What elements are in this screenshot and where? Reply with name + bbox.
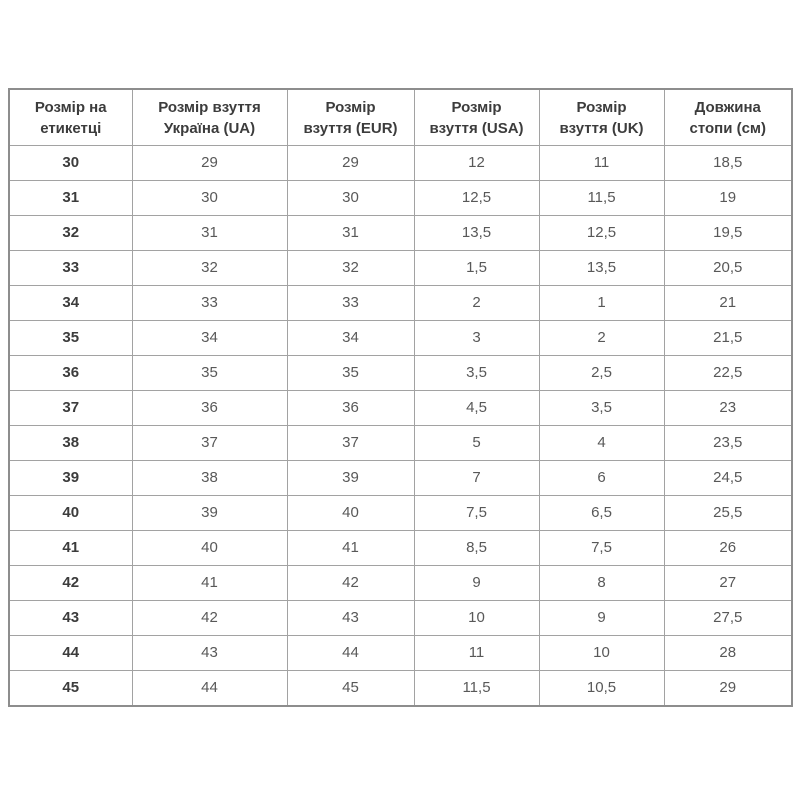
cell-label-size: 31 — [9, 181, 132, 216]
table-row — [9, 426, 792, 461]
table-cell-foot_length: 29 — [664, 671, 792, 707]
cell-label-size: 43 — [9, 601, 132, 636]
table-cell-foot_length: 19 — [664, 181, 792, 216]
cell-label-size: 30 — [9, 146, 132, 181]
cell-label-size: 38 — [9, 426, 132, 461]
table-cell-usa: 4,5 — [414, 391, 539, 426]
table-cell-uk: 11,5 — [539, 181, 664, 216]
table-cell-foot_length: 22,5 — [664, 356, 792, 391]
table-cell-eur: 44 — [287, 636, 414, 671]
table-cell-ua: 32 — [132, 251, 287, 286]
table-cell-ua: 33 — [132, 286, 287, 321]
column-header-line: Розмір — [576, 98, 627, 116]
table-cell-usa: 9 — [414, 566, 539, 601]
column-header-line: взуття (UK) — [559, 119, 644, 137]
table-cell-uk: 13,5 — [539, 251, 664, 286]
table-cell-foot_length: 21,5 — [664, 321, 792, 356]
column-header-line: Розмір — [451, 98, 502, 116]
table-cell-usa: 7,5 — [414, 496, 539, 531]
column-header-usa — [414, 89, 539, 146]
table-cell-eur: 35 — [287, 356, 414, 391]
table-cell-ua: 40 — [132, 531, 287, 566]
cell-label-size: 37 — [9, 391, 132, 426]
table-cell-usa: 11 — [414, 636, 539, 671]
table-cell-usa: 3,5 — [414, 356, 539, 391]
table-row — [9, 356, 792, 391]
table-cell-eur: 30 — [287, 181, 414, 216]
table-cell-uk: 6 — [539, 461, 664, 496]
column-header-line: етикетці — [40, 119, 102, 137]
table-cell-foot_length: 21 — [664, 286, 792, 321]
table-cell-ua: 37 — [132, 426, 287, 461]
table-cell-uk: 10,5 — [539, 671, 664, 707]
cell-label-size: 36 — [9, 356, 132, 391]
table-cell-eur: 29 — [287, 146, 414, 181]
table-cell-foot_length: 25,5 — [664, 496, 792, 531]
table-cell-usa: 7 — [414, 461, 539, 496]
table-cell-usa: 1,5 — [414, 251, 539, 286]
table-cell-eur: 37 — [287, 426, 414, 461]
table-row — [9, 216, 792, 251]
table-cell-eur: 34 — [287, 321, 414, 356]
column-header-line: взуття (EUR) — [303, 119, 398, 137]
cell-label-size: 33 — [9, 251, 132, 286]
table-cell-ua: 41 — [132, 566, 287, 601]
table-cell-ua: 34 — [132, 321, 287, 356]
table-row — [9, 566, 792, 601]
table-cell-usa: 11,5 — [414, 671, 539, 707]
table-cell-uk: 7,5 — [539, 531, 664, 566]
shoe-size-conversion-table — [8, 88, 793, 707]
table-cell-usa: 12,5 — [414, 181, 539, 216]
table-cell-ua: 39 — [132, 496, 287, 531]
table-header — [9, 89, 792, 146]
table-cell-foot_length: 27,5 — [664, 601, 792, 636]
table-cell-eur: 42 — [287, 566, 414, 601]
table-cell-uk: 2 — [539, 321, 664, 356]
cell-label-size: 34 — [9, 286, 132, 321]
table-cell-uk: 10 — [539, 636, 664, 671]
column-header-line: Довжина — [694, 98, 761, 116]
table-row — [9, 321, 792, 356]
table-cell-uk: 11 — [539, 146, 664, 181]
column-header-line: Розмір взуття — [158, 98, 261, 116]
table-cell-foot_length: 18,5 — [664, 146, 792, 181]
table-row — [9, 601, 792, 636]
table-body — [9, 146, 792, 707]
table-cell-eur: 33 — [287, 286, 414, 321]
cell-label-size: 42 — [9, 566, 132, 601]
table-row — [9, 391, 792, 426]
table-cell-eur: 41 — [287, 531, 414, 566]
column-header-line: стопи (см) — [689, 119, 767, 137]
column-header-line: Розмір — [325, 98, 376, 116]
table-cell-eur: 43 — [287, 601, 414, 636]
column-header-line: Україна (UA) — [163, 119, 256, 137]
table-cell-usa: 2 — [414, 286, 539, 321]
table-row — [9, 286, 792, 321]
column-header-eur — [287, 89, 414, 146]
table-row — [9, 671, 792, 707]
table-cell-ua: 43 — [132, 636, 287, 671]
table-cell-uk: 12,5 — [539, 216, 664, 251]
table-cell-eur: 39 — [287, 461, 414, 496]
column-header-line: Розмір на — [34, 98, 107, 116]
cell-label-size: 44 — [9, 636, 132, 671]
table-cell-foot_length: 28 — [664, 636, 792, 671]
table-cell-usa: 13,5 — [414, 216, 539, 251]
table-cell-eur: 45 — [287, 671, 414, 707]
cell-label-size: 40 — [9, 496, 132, 531]
table-row — [9, 531, 792, 566]
table-cell-usa: 10 — [414, 601, 539, 636]
table-cell-ua: 42 — [132, 601, 287, 636]
table-cell-uk: 3,5 — [539, 391, 664, 426]
cell-label-size: 39 — [9, 461, 132, 496]
table-cell-foot_length: 26 — [664, 531, 792, 566]
table-row — [9, 181, 792, 216]
table-cell-uk: 1 — [539, 286, 664, 321]
table-cell-foot_length: 23,5 — [664, 426, 792, 461]
table-cell-uk: 9 — [539, 601, 664, 636]
table-cell-ua: 30 — [132, 181, 287, 216]
table-row — [9, 496, 792, 531]
table-cell-foot_length: 19,5 — [664, 216, 792, 251]
column-header-foot_length — [664, 89, 792, 146]
table-cell-ua: 38 — [132, 461, 287, 496]
table-cell-ua: 44 — [132, 671, 287, 707]
table-cell-uk: 4 — [539, 426, 664, 461]
table-header-row — [9, 89, 792, 146]
table-cell-eur: 36 — [287, 391, 414, 426]
table-cell-uk: 6,5 — [539, 496, 664, 531]
table-cell-eur: 31 — [287, 216, 414, 251]
table-row — [9, 636, 792, 671]
table-cell-usa: 3 — [414, 321, 539, 356]
column-header-ua — [132, 89, 287, 146]
table-cell-foot_length: 24,5 — [664, 461, 792, 496]
table-cell-eur: 32 — [287, 251, 414, 286]
table-cell-uk: 8 — [539, 566, 664, 601]
cell-label-size: 45 — [9, 671, 132, 707]
table-cell-foot_length: 27 — [664, 566, 792, 601]
table-cell-ua: 29 — [132, 146, 287, 181]
column-header-label — [9, 89, 132, 146]
cell-label-size: 41 — [9, 531, 132, 566]
table-row — [9, 461, 792, 496]
table-row — [9, 251, 792, 286]
cell-label-size: 32 — [9, 216, 132, 251]
table-cell-ua: 36 — [132, 391, 287, 426]
column-header-uk — [539, 89, 664, 146]
table-cell-foot_length: 23 — [664, 391, 792, 426]
table-cell-ua: 31 — [132, 216, 287, 251]
table-cell-usa: 5 — [414, 426, 539, 461]
table-cell-foot_length: 20,5 — [664, 251, 792, 286]
cell-label-size: 35 — [9, 321, 132, 356]
table-cell-eur: 40 — [287, 496, 414, 531]
table-row — [9, 146, 792, 181]
table-cell-uk: 2,5 — [539, 356, 664, 391]
table-cell-usa: 8,5 — [414, 531, 539, 566]
table-cell-usa: 12 — [414, 146, 539, 181]
table-cell-ua: 35 — [132, 356, 287, 391]
column-header-line: взуття (USA) — [429, 119, 524, 137]
